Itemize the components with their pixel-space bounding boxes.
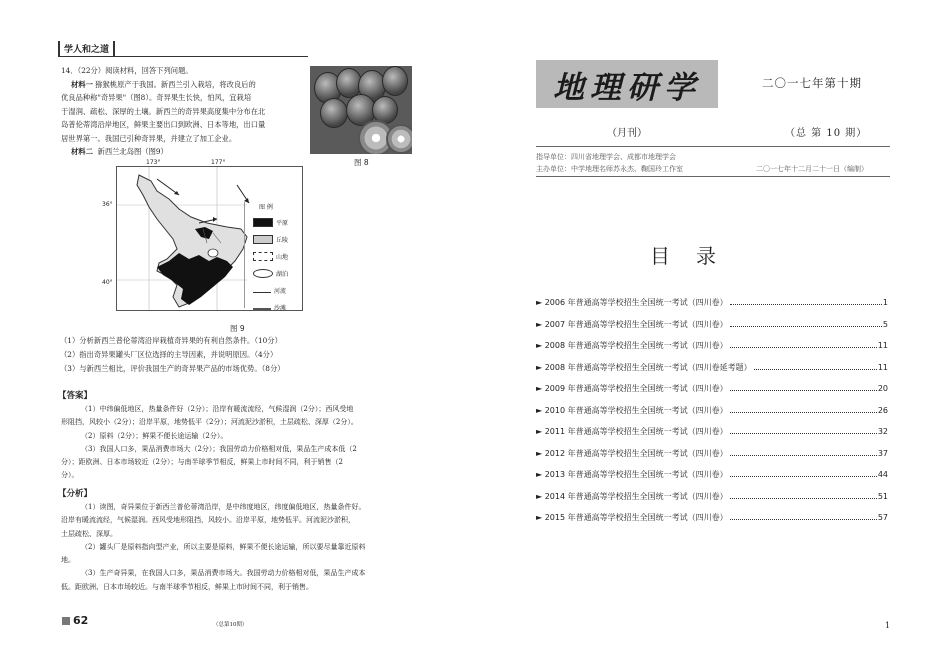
- material1-line-2: 于湿润、疏松、深厚的土壤。新西兰的奇异果高度集中分布在北: [61, 106, 266, 116]
- material1-line-0: 材料一 猕猴桃原产于我国。新西兰引入栽培，将改良后的: [71, 79, 256, 89]
- sub-question-1: （1）分析新西兰普伦蒂湾沿岸栽植奇异果的有利自然条件。（10分）: [60, 336, 282, 345]
- answer-line-3: （3）我国人口多，果品消费市场大（2分）；我国劳动力价格相对低，果品生产成本低（2: [81, 444, 357, 453]
- question-block: [61, 64, 301, 159]
- lon-label-173: 173°: [146, 159, 161, 166]
- toc-title: 目录: [650, 244, 742, 268]
- section-header-tag: 学人和之道: [58, 41, 115, 56]
- question-head: 14．（22分）阅读材料，回答下列问题。: [61, 66, 193, 75]
- left-footer: （总第10期）: [213, 622, 248, 628]
- header-rule: [58, 56, 308, 57]
- analysis-line-2: 土层疏松、深厚。: [61, 529, 117, 538]
- analysis-title: 【分析】: [58, 489, 93, 499]
- edit-date: 二〇一七年十二月二十一日（编制）: [756, 165, 868, 173]
- legend-lake: 湖泊: [245, 265, 303, 282]
- lat-label-40: 40°: [102, 279, 113, 286]
- toc-item[interactable]: ► 2006 年普通高等学校招生全国统一考试（四川卷） 1: [536, 298, 888, 307]
- figure9-caption: 图 9: [230, 324, 245, 333]
- legend-hill: 丘陵: [245, 231, 303, 248]
- toc-item[interactable]: ► 2011 年普通高等学校招生全国统一考试（四川卷） 32: [536, 427, 888, 436]
- lat-label-36: 36°: [102, 201, 113, 208]
- legend-mountain: 山地: [245, 248, 303, 265]
- legend-beach: 沙滩: [245, 299, 303, 316]
- toc-item[interactable]: ► 2014 年普通高等学校招生全国统一考试（四川卷） 51: [536, 492, 888, 501]
- answer-line-4: 分）；距欧洲、日本市场较近（2分）；与南半球季节相反，鲜果上市时间不同，利于销售（2: [61, 458, 343, 467]
- material1-label: 材料一: [71, 79, 93, 89]
- sub-question-2: （2）指出奇异果罐头厂区位选择的主导因素，并说明原因。（4分）: [60, 350, 278, 359]
- analysis-block: [61, 501, 431, 594]
- material2-line: 材料二 新西兰北岛图（图9）: [71, 147, 168, 156]
- sub-question-3: （3）与新西兰相比，评价我国生产的奇异果产品的市场优势。（8分）: [60, 364, 285, 373]
- analysis-line-6: 低。距欧洲、日本市场较近。与南半球季节相反，鲜果上市时间不同，利于销售。: [61, 582, 313, 591]
- material1-line-3: 岛普伦蒂湾沿岸地区，鲜果主要出口到欧洲、日本等地，出口量: [61, 120, 266, 129]
- analysis-line-4: 地。: [61, 556, 75, 565]
- toc-item[interactable]: ► 2010 年普通高等学校招生全国统一考试（四川卷） 26: [536, 406, 888, 415]
- answer-line-2: （2）原料（2分）；鲜果不便长途运输（2分）。: [81, 431, 228, 440]
- figure8-caption: 图 8: [354, 158, 369, 167]
- toc-item[interactable]: ► 2009 年普通高等学校招生全国统一考试（四川卷） 20: [536, 384, 888, 393]
- toc-item[interactable]: ► 2012 年普通高等学校招生全国统一考试（四川卷） 37: [536, 449, 888, 458]
- analysis-line-3: （2）罐头厂是原料指向型产业，所以主要是原料，鲜果不便长途运输，所以要尽量靠近原料: [81, 542, 366, 551]
- page-marker-square: [62, 617, 70, 625]
- total-issue-label: （总 第 10 期）: [785, 128, 868, 139]
- answer-line-5: 分）。: [61, 471, 79, 480]
- material1-line-1: 优良品种称"奇异果"（图8）。奇异果生长快，怕风，宜栽培: [61, 93, 252, 102]
- map-legend: [244, 202, 303, 312]
- toc-item[interactable]: ► 2013 年普通高等学校招生全国统一考试（四川卷） 44: [536, 470, 888, 479]
- legend-river: 河流: [245, 282, 303, 299]
- material2-label: 材料二: [71, 147, 93, 156]
- bottom-rule: [536, 176, 890, 177]
- answer-line-1: 形阻挡，风较小（2分）；沿岸平原，地势低平（2分）；河流泥沙淤积，土层疏松、深厚（2分）。: [61, 418, 358, 427]
- toc-item[interactable]: ► 2015 年普通高等学校招生全国统一考试（四川卷） 57: [536, 513, 888, 522]
- toc-item[interactable]: ► 2008 年普通高等学校招生全国统一考试（四川卷） 11: [536, 341, 888, 350]
- legend-title: 图 例: [259, 204, 273, 211]
- issue-label: 二〇一七年第十期: [762, 76, 862, 90]
- right-page: [475, 0, 950, 671]
- top-rule: [536, 146, 890, 147]
- material1-line-4: 居世界第一。我国已引种奇异果，并建立了加工企业。: [61, 133, 237, 143]
- legend-plain: 平原: [245, 214, 303, 231]
- answer-title: 【答案】: [58, 391, 93, 401]
- journal-logo: 地理研学: [536, 60, 718, 108]
- left-page-number: 62: [62, 614, 88, 627]
- answer-block: [61, 403, 431, 483]
- host-unit: 主办单位：中学地理名师苏永杰、鞠国玲工作室: [536, 165, 683, 173]
- analysis-line-5: （3）生产奇异果，在我国人口多，果品消费市场大。我国劳动力价格相对低，果品生产成本: [81, 569, 366, 578]
- toc-item[interactable]: ► 2007 年普通高等学校招生全国统一考试（四川卷） 5: [536, 320, 888, 329]
- lon-label-177: 177°: [211, 159, 226, 166]
- analysis-line-0: （1）读图，奇异果位于新西兰普伦蒂湾沿岸，是中纬度地区，纬度偏低地区，热量条件好。: [81, 503, 366, 511]
- kiwi-fruit-photo: [310, 66, 412, 154]
- answer-line-0: （1）中纬偏低地区，热量条件好（2分）；沿岸有暖流流经，气候湿润（2分）；西风受地: [81, 405, 354, 413]
- toc-item[interactable]: ► 2008 年普通高等学校招生全国统一考试（四川卷延考题） 11: [536, 363, 888, 372]
- director-unit: 指导单位：四川省地理学会、成都市地理学会: [536, 153, 676, 161]
- right-page-number: 1: [885, 621, 891, 630]
- monthly-label: （月刊）: [607, 128, 647, 139]
- analysis-line-1: 沿岸有暖流流经，气候湿润。西风受地形阻挡，风较小。沿岸平原，地势低平。河流泥沙淤积，: [61, 516, 355, 525]
